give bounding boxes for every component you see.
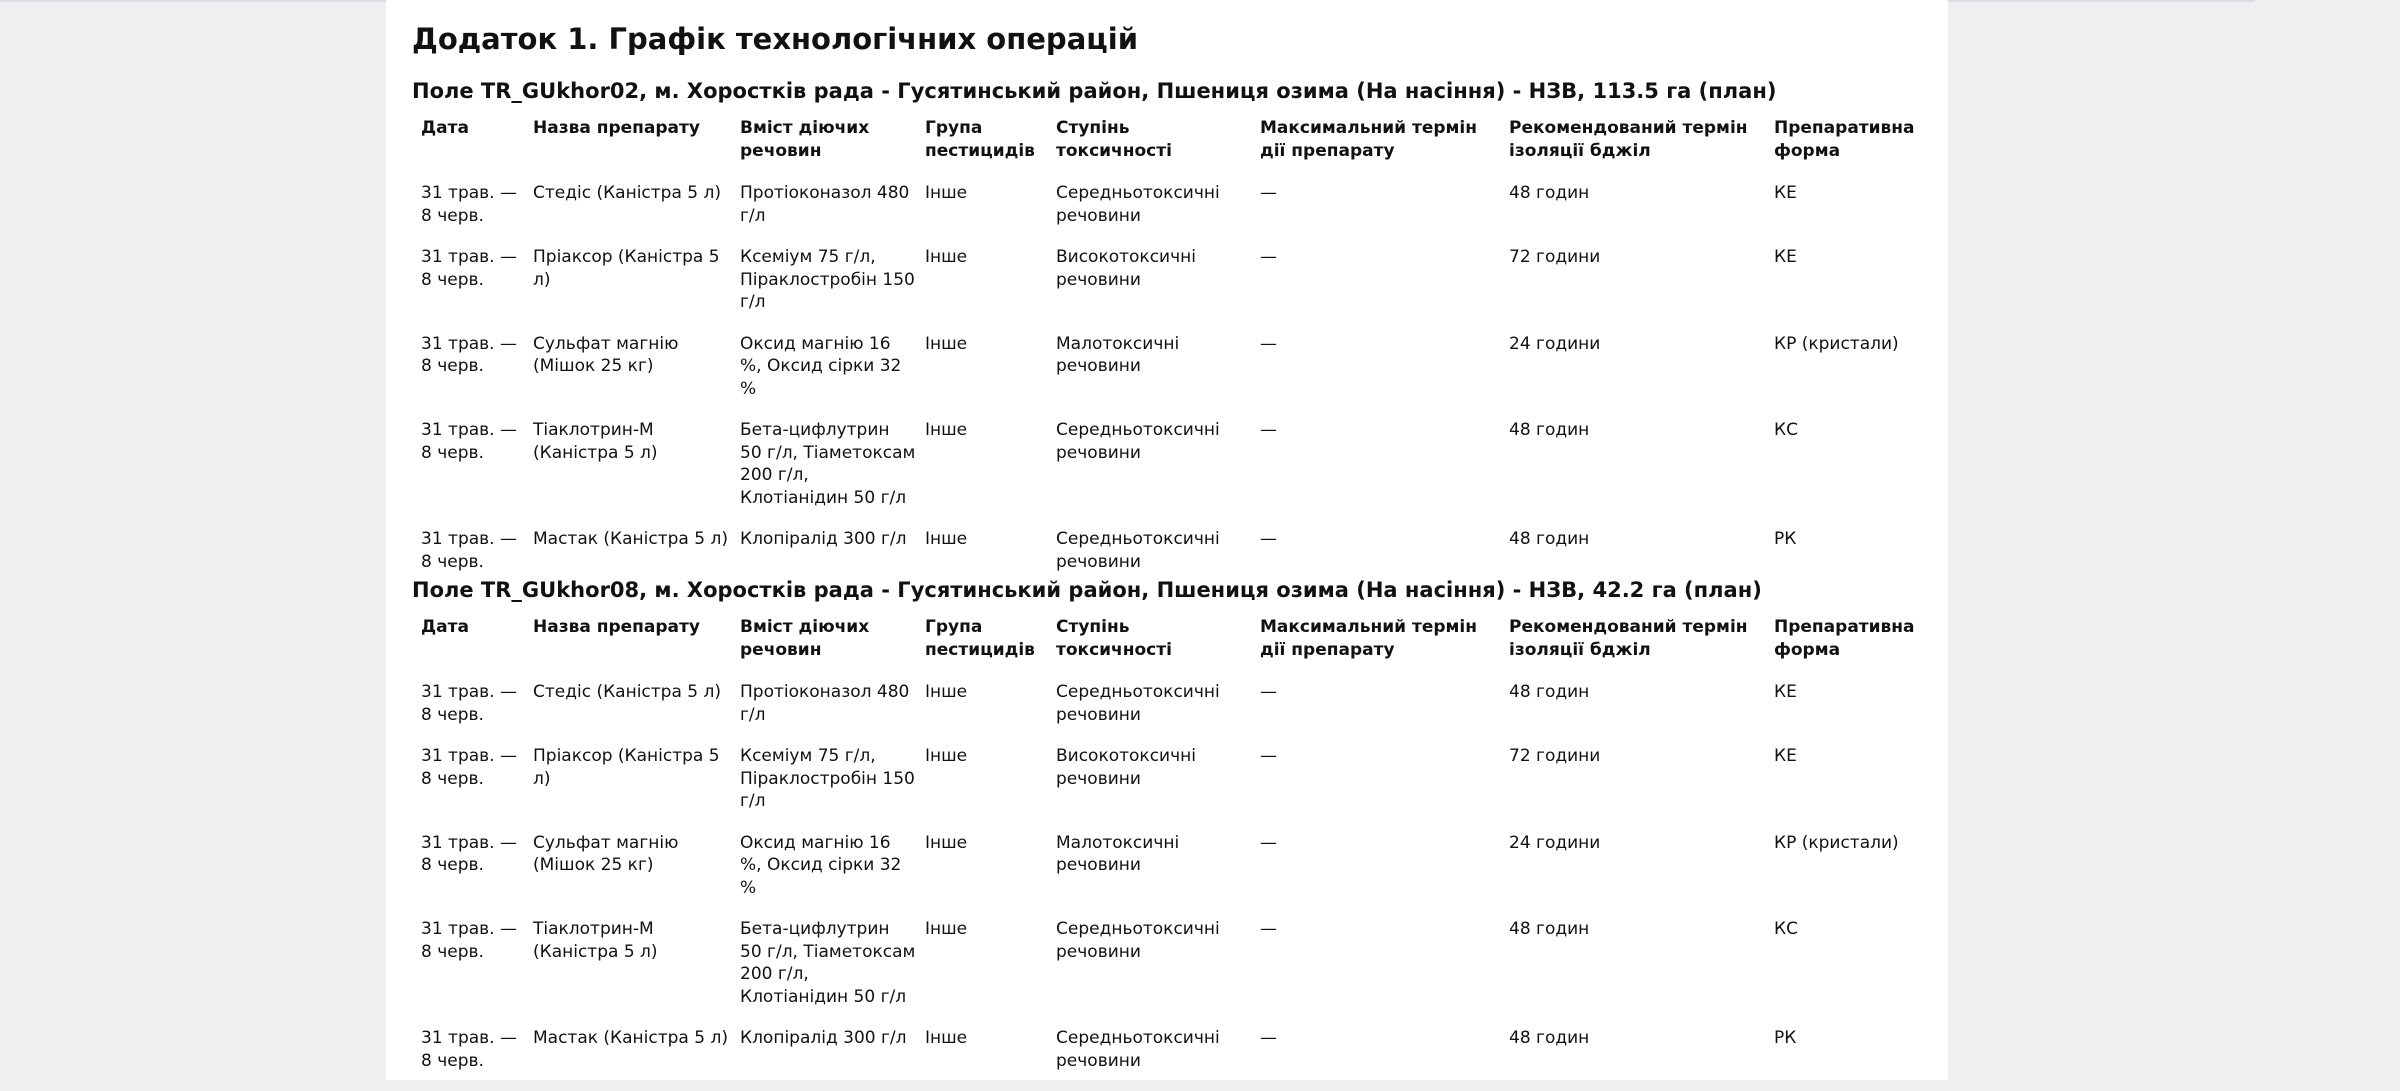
table-row	[412, 745, 1912, 832]
cell-pesticide-group: Інше	[925, 333, 968, 354]
cell-pesticide-group: Інше	[925, 247, 968, 267]
table-row	[412, 182, 1912, 246]
cell-bee-isolation-term: 48 годин	[1509, 919, 1590, 939]
cell-max-action-term: —	[1260, 919, 1277, 939]
header-bee-isolation-term: Рекомендований термін ізоляції бджіл	[1509, 617, 1748, 660]
cell-pesticide-group: Інше	[925, 682, 968, 702]
cell-max-action-term: —	[1260, 832, 1277, 853]
cell-product-name: Сульфат магнію (Мішок 25 кг)	[533, 832, 679, 875]
cell-active-ingredients: Протіоконазол 480 г/л	[740, 682, 910, 725]
cell-product-name: Стедіс (Каністра 5 л)	[533, 682, 721, 702]
header-toxicity: Ступінь токсичності	[1056, 617, 1172, 660]
cell-max-action-term: —	[1260, 746, 1277, 766]
cell-date: 31 трав. — 8 черв.	[421, 682, 517, 725]
cell-formulation: КР (кристали)	[1774, 333, 1899, 354]
cell-pesticide-group: Інше	[925, 832, 968, 853]
cell-toxicity: Малотоксичні речовини	[1056, 832, 1180, 875]
cell-max-action-term: —	[1260, 529, 1277, 549]
cell-toxicity: Високотоксичні речовини	[1056, 247, 1196, 290]
cell-product-name: Мастак (Каністра 5 л)	[533, 1028, 728, 1048]
header-product-name: Назва препарату	[533, 617, 700, 637]
table-row	[412, 681, 1912, 745]
operations-table-field-1	[412, 117, 1915, 592]
cell-bee-isolation-term: 24 години	[1509, 333, 1601, 354]
header-toxicity: Ступінь токсичності	[1056, 118, 1172, 161]
document-title: Додаток 1. Графік технологічних операцій	[412, 22, 1139, 56]
header-max-action-term: Максимальний термін дії препарату	[1260, 617, 1477, 660]
cell-bee-isolation-term: 48 годин	[1509, 682, 1590, 702]
header-pesticide-group: Група пестицидів	[925, 118, 1035, 161]
cell-pesticide-group: Інше	[925, 746, 968, 766]
cell-bee-isolation-term: 72 години	[1509, 247, 1601, 267]
field-2-title: Поле TR_GUkhor08, м. Хоростків рада - Гусятинський район, Пшениця озима (На насіння) - НЗВ, 42.2 га (план)	[412, 578, 1762, 602]
cell-max-action-term: —	[1260, 333, 1277, 354]
cell-bee-isolation-term: 48 годин	[1509, 1028, 1590, 1048]
table-header-row	[412, 117, 1912, 182]
cell-bee-isolation-term: 48 годин	[1509, 529, 1590, 549]
cell-max-action-term: —	[1260, 682, 1277, 702]
cell-active-ingredients: Протіоконазол 480 г/л	[740, 183, 910, 226]
table-row	[412, 918, 1912, 1027]
cell-date: 31 трав. — 8 черв.	[421, 919, 517, 962]
cell-bee-isolation-term: 48 годин	[1509, 420, 1590, 440]
cell-active-ingredients: Ксеміум 75 г/л, Піраклостробін 150 г/л	[740, 746, 915, 811]
cell-product-name: Мастак (Каністра 5 л)	[533, 529, 728, 549]
table-row	[412, 832, 1912, 919]
cell-formulation: КЕ	[1774, 682, 1797, 702]
header-active-ingredients: Вміст діючих речовин	[740, 118, 870, 161]
cell-date: 31 трав. — 8 черв.	[421, 1028, 517, 1071]
cell-bee-isolation-term: 72 години	[1509, 746, 1601, 766]
cell-formulation: РК	[1774, 529, 1797, 549]
cell-active-ingredients: Оксид магнію 16 %, Оксид сірки 32 %	[740, 333, 902, 399]
cell-date: 31 трав. — 8 черв.	[421, 832, 517, 875]
cell-toxicity: Середньотоксичні речовини	[1056, 420, 1220, 463]
table-row	[412, 333, 1912, 420]
cell-pesticide-group: Інше	[925, 420, 968, 440]
cell-toxicity: Малотоксичні речовини	[1056, 333, 1180, 376]
cell-active-ingredients: Бета-цифлутрин 50 г/л, Тіаметоксам 200 г/л, Клотіанідин 50 г/л	[740, 420, 916, 508]
cell-date: 31 трав. — 8 черв.	[421, 183, 517, 226]
cell-max-action-term: —	[1260, 247, 1277, 267]
cell-toxicity: Середньотоксичні речовини	[1056, 529, 1220, 572]
header-product-name: Назва препарату	[533, 118, 700, 138]
cell-toxicity: Середньотоксичні речовини	[1056, 682, 1220, 725]
header-active-ingredients: Вміст діючих речовин	[740, 617, 870, 660]
cell-max-action-term: —	[1260, 420, 1277, 440]
cell-toxicity: Середньотоксичні речовини	[1056, 919, 1220, 962]
cell-product-name: Тіаклотрин-М (Каністра 5 л)	[533, 919, 658, 962]
operations-table-field-2	[412, 616, 1915, 1091]
cell-formulation: РК	[1774, 1028, 1797, 1048]
cell-date: 31 трав. — 8 черв.	[421, 746, 517, 789]
cell-date: 31 трав. — 8 черв.	[421, 529, 517, 572]
cell-product-name: Сульфат магнію (Мішок 25 кг)	[533, 333, 679, 376]
cell-formulation: КС	[1774, 420, 1798, 440]
cell-date: 31 трав. — 8 черв.	[421, 247, 517, 290]
cell-active-ingredients: Бета-цифлутрин 50 г/л, Тіаметоксам 200 г/л, Клотіанідин 50 г/л	[740, 919, 916, 1007]
cell-max-action-term: —	[1260, 1028, 1277, 1048]
cell-toxicity: Високотоксичні речовини	[1056, 746, 1196, 789]
cell-toxicity: Середньотоксичні речовини	[1056, 1028, 1220, 1071]
cell-toxicity: Середньотоксичні речовини	[1056, 183, 1220, 226]
cell-pesticide-group: Інше	[925, 1028, 968, 1048]
cell-product-name: Пріаксор (Каністра 5 л)	[533, 746, 720, 789]
cell-pesticide-group: Інше	[925, 919, 968, 939]
cell-formulation: КЕ	[1774, 183, 1797, 203]
cell-formulation: КЕ	[1774, 247, 1797, 267]
header-bee-isolation-term: Рекомендований термін ізоляції бджіл	[1509, 118, 1748, 161]
cell-product-name: Стедіс (Каністра 5 л)	[533, 183, 721, 203]
cell-date: 31 трав. — 8 черв.	[421, 420, 517, 463]
cell-product-name: Тіаклотрин-М (Каністра 5 л)	[533, 420, 658, 463]
cell-formulation: КР (кристали)	[1774, 832, 1899, 853]
header-formulation: Препаративна форма	[1774, 118, 1915, 161]
header-pesticide-group: Група пестицидів	[925, 617, 1035, 660]
table-header-row	[412, 616, 1912, 681]
header-formulation: Препаративна форма	[1774, 617, 1915, 660]
header-date: Дата	[421, 118, 469, 138]
cell-active-ingredients: Клопіралід 300 г/л	[740, 1028, 907, 1048]
cell-active-ingredients: Оксид магнію 16 %, Оксид сірки 32 %	[740, 832, 902, 898]
cell-bee-isolation-term: 24 години	[1509, 832, 1601, 853]
header-max-action-term: Максимальний термін дії препарату	[1260, 118, 1477, 161]
cell-formulation: КЕ	[1774, 746, 1797, 766]
table-row	[412, 246, 1912, 333]
cell-active-ingredients: Клопіралід 300 г/л	[740, 529, 907, 549]
cell-max-action-term: —	[1260, 183, 1277, 203]
table-row	[412, 419, 1912, 528]
header-date: Дата	[421, 617, 469, 637]
cell-pesticide-group: Інше	[925, 529, 968, 549]
cell-pesticide-group: Інше	[925, 183, 968, 203]
table-row	[412, 1027, 1912, 1091]
cell-formulation: КС	[1774, 919, 1798, 939]
cell-product-name: Пріаксор (Каністра 5 л)	[533, 247, 720, 290]
cell-active-ingredients: Ксеміум 75 г/л, Піраклостробін 150 г/л	[740, 247, 915, 312]
cell-bee-isolation-term: 48 годин	[1509, 183, 1590, 203]
field-1-title: Поле TR_GUkhor02, м. Хоростків рада - Гусятинський район, Пшениця озима (На насіння) - НЗВ, 113.5 га (план)	[412, 79, 1777, 103]
cell-date: 31 трав. — 8 черв.	[421, 333, 517, 376]
